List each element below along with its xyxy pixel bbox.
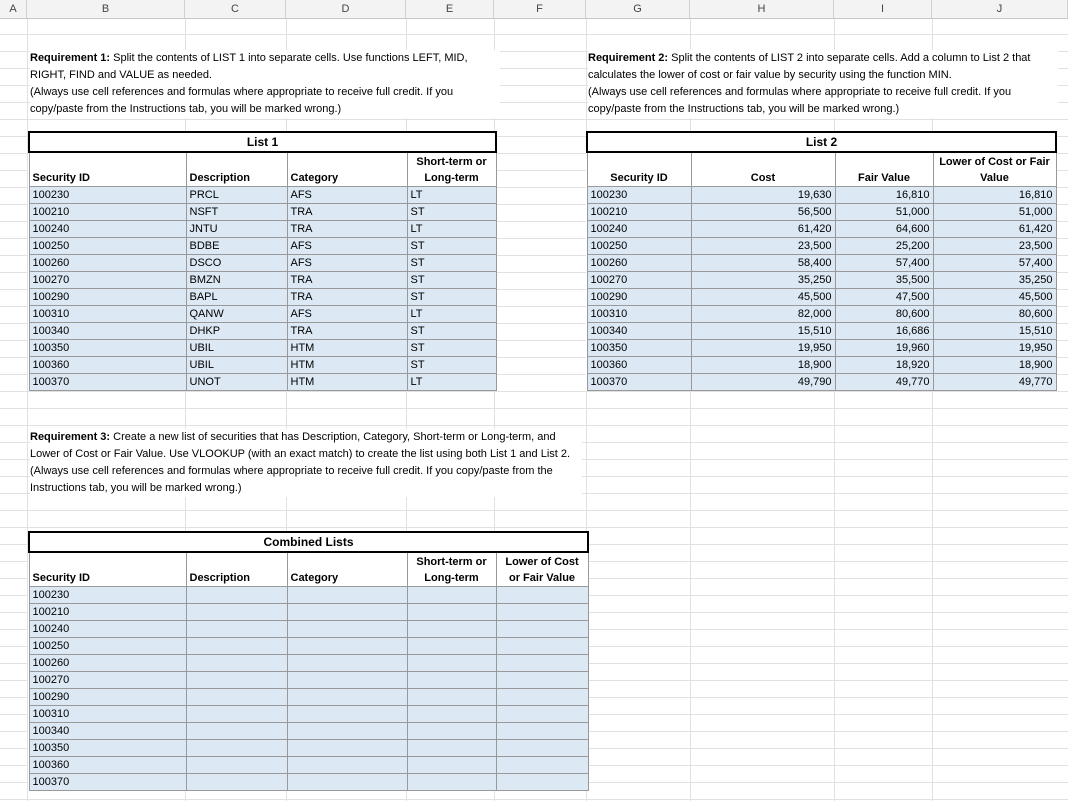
- list2-row: [587, 272, 1056, 289]
- security-id-cell[interactable]: 100340: [29, 723, 186, 740]
- lower-of-cost-cell[interactable]: 57,400: [933, 255, 1056, 272]
- column-header-h[interactable]: H: [690, 0, 834, 18]
- lower-of-cost-cell[interactable]: 51,000: [933, 204, 1056, 221]
- column-header-bar: [0, 0, 1068, 19]
- term-cell[interactable]: LT: [407, 221, 496, 238]
- category-cell[interactable]: TRA: [287, 289, 407, 306]
- cost-cell[interactable]: 15,510: [691, 323, 835, 340]
- security-id-cell[interactable]: 100250: [587, 238, 691, 255]
- cost-cell[interactable]: 61,420: [691, 221, 835, 238]
- security-id-cell[interactable]: 100360: [587, 357, 691, 374]
- description-cell[interactable]: [186, 774, 287, 791]
- term-cell[interactable]: ST: [407, 357, 496, 374]
- column-header-i[interactable]: I: [834, 0, 932, 18]
- security-id-cell[interactable]: 100230: [29, 587, 186, 604]
- combined-row: [29, 638, 588, 655]
- list1-header-description: Description: [186, 152, 287, 187]
- list2-table: [586, 131, 1057, 391]
- lower-of-cost-cell[interactable]: [496, 740, 588, 757]
- security-id-cell[interactable]: 100240: [29, 221, 186, 238]
- security-id-cell[interactable]: 100290: [29, 689, 186, 706]
- requirement-2: [588, 50, 1058, 118]
- term-cell[interactable]: [407, 621, 496, 638]
- term-cell[interactable]: [407, 706, 496, 723]
- category-cell[interactable]: [287, 774, 407, 791]
- category-cell[interactable]: [287, 757, 407, 774]
- description-cell[interactable]: UBIL: [186, 357, 287, 374]
- security-id-cell[interactable]: 100350: [29, 340, 186, 357]
- security-id-cell[interactable]: 100240: [29, 621, 186, 638]
- term-cell[interactable]: ST: [407, 323, 496, 340]
- description-cell[interactable]: [186, 723, 287, 740]
- fair-value-cell[interactable]: 57,400: [835, 255, 933, 272]
- list2-row: [587, 204, 1056, 221]
- requirement-3: [30, 429, 582, 497]
- column-header-a[interactable]: A: [0, 0, 27, 18]
- cost-cell[interactable]: 19,950: [691, 340, 835, 357]
- combined-row: [29, 672, 588, 689]
- category-cell[interactable]: [287, 655, 407, 672]
- category-cell[interactable]: AFS: [287, 306, 407, 323]
- list2-header-fair-value: Fair Value: [835, 152, 933, 187]
- lower-of-cost-cell[interactable]: 18,900: [933, 357, 1056, 374]
- term-cell[interactable]: [407, 740, 496, 757]
- security-id-cell[interactable]: 100310: [29, 706, 186, 723]
- term-cell[interactable]: [407, 655, 496, 672]
- security-id-cell[interactable]: 100340: [587, 323, 691, 340]
- list1-header-category: Category: [287, 152, 407, 187]
- fair-value-cell[interactable]: 18,920: [835, 357, 933, 374]
- term-cell[interactable]: [407, 723, 496, 740]
- category-cell[interactable]: [287, 740, 407, 757]
- security-id-cell[interactable]: 100260: [29, 655, 186, 672]
- description-cell[interactable]: JNTU: [186, 221, 287, 238]
- category-cell[interactable]: [287, 621, 407, 638]
- security-id-cell[interactable]: 100310: [587, 306, 691, 323]
- category-cell[interactable]: AFS: [287, 255, 407, 272]
- lower-of-cost-cell[interactable]: [496, 689, 588, 706]
- list2-row: [587, 374, 1056, 391]
- description-cell[interactable]: DSCO: [186, 255, 287, 272]
- combined-row: [29, 587, 588, 604]
- security-id-cell[interactable]: 100230: [29, 187, 186, 204]
- description-cell[interactable]: BDBE: [186, 238, 287, 255]
- combined-header-lower: Lower of Cost or Fair Value: [496, 552, 588, 587]
- list1-row: [29, 221, 496, 238]
- combined-row: [29, 706, 588, 723]
- fair-value-cell[interactable]: 49,770: [835, 374, 933, 391]
- category-cell[interactable]: [287, 604, 407, 621]
- list2-row: [587, 255, 1056, 272]
- list1-row: [29, 374, 496, 391]
- term-cell[interactable]: LT: [407, 306, 496, 323]
- description-cell[interactable]: NSFT: [186, 204, 287, 221]
- fair-value-cell[interactable]: 19,960: [835, 340, 933, 357]
- list1-row: [29, 289, 496, 306]
- category-cell[interactable]: TRA: [287, 272, 407, 289]
- description-cell[interactable]: [186, 621, 287, 638]
- combined-row: [29, 740, 588, 757]
- security-id-cell[interactable]: 100260: [587, 255, 691, 272]
- lower-of-cost-cell[interactable]: 45,500: [933, 289, 1056, 306]
- combined-row: [29, 774, 588, 791]
- description-cell[interactable]: QANW: [186, 306, 287, 323]
- combined-row: [29, 757, 588, 774]
- list1-row: [29, 204, 496, 221]
- list1-row: [29, 306, 496, 323]
- lower-of-cost-cell[interactable]: 61,420: [933, 221, 1056, 238]
- description-cell[interactable]: [186, 689, 287, 706]
- category-cell[interactable]: [287, 672, 407, 689]
- lower-of-cost-cell[interactable]: [496, 604, 588, 621]
- description-cell[interactable]: [186, 655, 287, 672]
- lower-of-cost-cell[interactable]: 35,250: [933, 272, 1056, 289]
- security-id-cell[interactable]: 100350: [29, 740, 186, 757]
- description-cell[interactable]: UBIL: [186, 340, 287, 357]
- description-cell[interactable]: BAPL: [186, 289, 287, 306]
- fair-value-cell[interactable]: 80,600: [835, 306, 933, 323]
- description-cell[interactable]: [186, 587, 287, 604]
- security-id-cell[interactable]: 100340: [29, 323, 186, 340]
- security-id-cell[interactable]: 100210: [587, 204, 691, 221]
- lower-of-cost-cell[interactable]: 80,600: [933, 306, 1056, 323]
- term-cell[interactable]: ST: [407, 238, 496, 255]
- req1-note: (Always use cell references and formulas where appropriate to receive full credit. If you copy/paste from the Instructions tab, you will be marked wrong.): [30, 86, 454, 115]
- description-cell[interactable]: [186, 604, 287, 621]
- security-id-cell[interactable]: 100210: [29, 204, 186, 221]
- cost-cell[interactable]: 23,500: [691, 238, 835, 255]
- list1-row: [29, 323, 496, 340]
- cost-cell[interactable]: 19,630: [691, 187, 835, 204]
- combined-row: [29, 604, 588, 621]
- list2-title: List 2: [587, 132, 1056, 152]
- req2-note: (Always use cell references and formulas where appropriate to receive full credit. If you copy/paste from the Instructions tab, you will be marked wrong.): [588, 86, 1012, 115]
- lower-of-cost-cell[interactable]: 16,810: [933, 187, 1056, 204]
- category-cell[interactable]: TRA: [287, 204, 407, 221]
- column-header-j[interactable]: J: [932, 0, 1068, 18]
- list2-row: [587, 187, 1056, 204]
- list1-row: [29, 357, 496, 374]
- req1-label: Requirement 1:: [30, 52, 111, 64]
- column-header-g[interactable]: G: [586, 0, 690, 18]
- req3-label: Requirement 3:: [30, 431, 111, 443]
- lower-of-cost-cell[interactable]: [496, 774, 588, 791]
- list2-header-lower: Lower of Cost or Fair Value: [933, 152, 1056, 187]
- term-cell[interactable]: [407, 604, 496, 621]
- combined-title: Combined Lists: [29, 532, 588, 552]
- security-id-cell[interactable]: 100310: [29, 306, 186, 323]
- fair-value-cell[interactable]: 51,000: [835, 204, 933, 221]
- description-cell[interactable]: [186, 706, 287, 723]
- term-cell[interactable]: ST: [407, 272, 496, 289]
- column-header-f[interactable]: F: [494, 0, 586, 18]
- security-id-cell[interactable]: 100250: [29, 638, 186, 655]
- lower-of-cost-cell[interactable]: [496, 757, 588, 774]
- lower-of-cost-cell[interactable]: [496, 638, 588, 655]
- fair-value-cell[interactable]: 47,500: [835, 289, 933, 306]
- lower-of-cost-cell[interactable]: [496, 672, 588, 689]
- requirement-1: [30, 50, 500, 118]
- list2-row: [587, 306, 1056, 323]
- combined-row: [29, 621, 588, 638]
- column-header-b[interactable]: B: [27, 0, 185, 18]
- security-id-cell[interactable]: 100370: [29, 774, 186, 791]
- security-id-cell[interactable]: 100370: [587, 374, 691, 391]
- term-cell[interactable]: [407, 774, 496, 791]
- security-id-cell[interactable]: 100230: [587, 187, 691, 204]
- lower-of-cost-cell[interactable]: [496, 723, 588, 740]
- fair-value-cell[interactable]: 25,200: [835, 238, 933, 255]
- term-cell[interactable]: [407, 587, 496, 604]
- fair-value-cell[interactable]: 16,810: [835, 187, 933, 204]
- combined-table: [28, 531, 589, 791]
- security-id-cell[interactable]: 100360: [29, 357, 186, 374]
- combined-header-security-id: Security ID: [29, 552, 186, 587]
- list2-row: [587, 357, 1056, 374]
- list2-header-security-id: Security ID: [587, 152, 691, 187]
- lower-of-cost-cell[interactable]: [496, 706, 588, 723]
- lower-of-cost-cell[interactable]: 49,770: [933, 374, 1056, 391]
- list2-row: [587, 221, 1056, 238]
- security-id-cell[interactable]: 100270: [29, 272, 186, 289]
- req3-note: (Always use cell references and formulas where appropriate to receive full credit. If you copy/paste from the Instructions tab, you will be marked wrong.): [30, 465, 553, 494]
- list1-row: [29, 272, 496, 289]
- combined-header-category: Category: [287, 552, 407, 587]
- column-header-c[interactable]: C: [185, 0, 286, 18]
- category-cell[interactable]: [287, 723, 407, 740]
- cost-cell[interactable]: 56,500: [691, 204, 835, 221]
- category-cell[interactable]: [287, 587, 407, 604]
- cost-cell[interactable]: 18,900: [691, 357, 835, 374]
- fair-value-cell[interactable]: 16,686: [835, 323, 933, 340]
- cost-cell[interactable]: 58,400: [691, 255, 835, 272]
- description-cell[interactable]: [186, 672, 287, 689]
- list1-table: [28, 131, 497, 391]
- category-cell[interactable]: [287, 638, 407, 655]
- list2-row: [587, 323, 1056, 340]
- category-cell[interactable]: TRA: [287, 221, 407, 238]
- security-id-cell[interactable]: 100260: [29, 255, 186, 272]
- description-cell[interactable]: [186, 740, 287, 757]
- category-cell[interactable]: TRA: [287, 323, 407, 340]
- category-cell[interactable]: HTM: [287, 340, 407, 357]
- cost-cell[interactable]: 49,790: [691, 374, 835, 391]
- req2-text: Split the contents of LIST 2 into separate cells. Add a column to List 2 that calculates the lower of cost or fair value by security using the function MIN.: [588, 52, 1031, 81]
- category-cell[interactable]: HTM: [287, 374, 407, 391]
- security-id-cell[interactable]: 100290: [29, 289, 186, 306]
- description-cell[interactable]: [186, 757, 287, 774]
- lower-of-cost-cell[interactable]: 15,510: [933, 323, 1056, 340]
- term-cell[interactable]: ST: [407, 289, 496, 306]
- category-cell[interactable]: AFS: [287, 238, 407, 255]
- combined-row: [29, 723, 588, 740]
- security-id-cell[interactable]: 100250: [29, 238, 186, 255]
- lower-of-cost-cell[interactable]: [496, 587, 588, 604]
- category-cell[interactable]: AFS: [287, 187, 407, 204]
- cost-cell[interactable]: 35,250: [691, 272, 835, 289]
- security-id-cell[interactable]: 100290: [587, 289, 691, 306]
- cost-cell[interactable]: 82,000: [691, 306, 835, 323]
- req3-text: Create a new list of securities that has Description, Category, Short-term or Long-term, and Lower of Cost or Fair Value. Use VLOOKUP (with an exact match) to create the list using both List 1 and List 2.: [30, 431, 571, 460]
- combined-header-term: Short-term or Long-term: [407, 552, 496, 587]
- column-header-e[interactable]: E: [406, 0, 494, 18]
- lower-of-cost-cell[interactable]: [496, 621, 588, 638]
- req1-text: Split the contents of LIST 1 into separate cells. Use functions LEFT, MID, RIGHT, FIND and VALUE as needed.: [30, 52, 468, 81]
- security-id-cell[interactable]: 100240: [587, 221, 691, 238]
- list1-header-term: Short-term or Long-term: [407, 152, 496, 187]
- lower-of-cost-cell[interactable]: [496, 655, 588, 672]
- list1-row: [29, 340, 496, 357]
- description-cell[interactable]: DHKP: [186, 323, 287, 340]
- term-cell[interactable]: [407, 689, 496, 706]
- description-cell[interactable]: UNOT: [186, 374, 287, 391]
- lower-of-cost-cell[interactable]: 19,950: [933, 340, 1056, 357]
- security-id-cell[interactable]: 100270: [29, 672, 186, 689]
- fair-value-cell[interactable]: 64,600: [835, 221, 933, 238]
- security-id-cell[interactable]: 100210: [29, 604, 186, 621]
- term-cell[interactable]: ST: [407, 204, 496, 221]
- term-cell[interactable]: ST: [407, 340, 496, 357]
- category-cell[interactable]: [287, 689, 407, 706]
- description-cell[interactable]: BMZN: [186, 272, 287, 289]
- list2-header-cost: Cost: [691, 152, 835, 187]
- term-cell[interactable]: [407, 638, 496, 655]
- list2-row: [587, 238, 1056, 255]
- security-id-cell[interactable]: 100350: [587, 340, 691, 357]
- combined-row: [29, 689, 588, 706]
- column-header-d[interactable]: D: [286, 0, 406, 18]
- list2-row: [587, 340, 1056, 357]
- list2-row: [587, 289, 1056, 306]
- term-cell[interactable]: LT: [407, 374, 496, 391]
- security-id-cell[interactable]: 100370: [29, 374, 186, 391]
- description-cell[interactable]: [186, 638, 287, 655]
- req2-label: Requirement 2:: [588, 52, 669, 64]
- combined-header-description: Description: [186, 552, 287, 587]
- fair-value-cell[interactable]: 35,500: [835, 272, 933, 289]
- term-cell[interactable]: LT: [407, 187, 496, 204]
- list1-row: [29, 187, 496, 204]
- term-cell[interactable]: [407, 672, 496, 689]
- lower-of-cost-cell[interactable]: 23,500: [933, 238, 1056, 255]
- security-id-cell[interactable]: 100270: [587, 272, 691, 289]
- list1-row: [29, 255, 496, 272]
- security-id-cell[interactable]: 100360: [29, 757, 186, 774]
- category-cell[interactable]: [287, 706, 407, 723]
- list1-title: List 1: [29, 132, 496, 152]
- description-cell[interactable]: PRCL: [186, 187, 287, 204]
- term-cell[interactable]: ST: [407, 255, 496, 272]
- list1-header-security-id: Security ID: [29, 152, 186, 187]
- combined-row: [29, 655, 588, 672]
- cost-cell[interactable]: 45,500: [691, 289, 835, 306]
- term-cell[interactable]: [407, 757, 496, 774]
- list1-row: [29, 238, 496, 255]
- category-cell[interactable]: HTM: [287, 357, 407, 374]
